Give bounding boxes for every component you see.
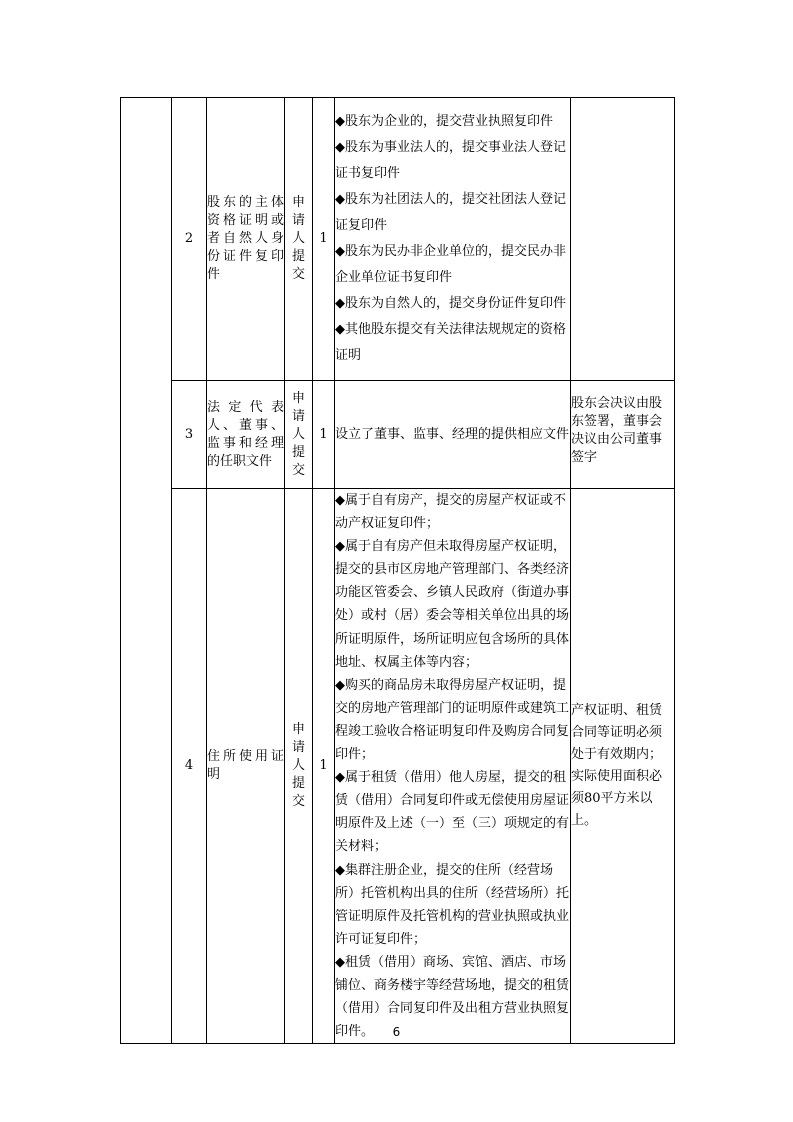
submitter: 申 请 人 提 交 xyxy=(285,489,313,1044)
requirement-item: ◆股东为事业法人的，提交事业法人登记证书复印件 xyxy=(335,140,566,181)
requirement-item: ◆股东为企业的，提交营业执照复印件 xyxy=(335,114,553,129)
requirement-item: ◆租赁（借用）商场、宾馆、酒店、市场铺位、商务楼宇等经营场地，提交的租赁（借用）合同复印件及出租方营业执照复印件。 xyxy=(335,954,570,1040)
note: 产权证明、租赁合同等证明必须处于有效期内；实际使用面积必须80平方米以上。 xyxy=(571,489,675,1044)
category-cell xyxy=(121,98,172,1044)
note xyxy=(571,98,675,381)
requirements xyxy=(335,489,571,1044)
copy-count: 1 xyxy=(313,98,335,381)
requirement-item: ◆股东为自然人的，提交身份证件复印件 xyxy=(335,296,566,311)
requirements xyxy=(335,98,571,381)
materials-table xyxy=(120,97,675,1044)
requirement-item: ◆属于自有房产，提交的房屋产权证或不动产权证复印件； xyxy=(335,493,566,532)
material-name: 法定代表人、董事、监事和经理的任职文件 xyxy=(207,381,285,489)
submitter: 申 请 人 提 交 xyxy=(285,381,313,489)
table-row xyxy=(121,98,675,381)
requirement-item: ◆属于自有房产但未取得房屋产权证明，提交的县市区房地产管理部门、各类经济功能区管委会、乡镇人民政府（街道办事处）或村（居）委会等相关单位出具的场所证明原件，场所证明应包含场所的具体地址、权属主体等内容； xyxy=(335,539,570,670)
requirement-item: ◆属于租赁（借用）他人房屋，提交的租赁（借用）合同复印件或无偿使用房屋证明原件及上述（一）至（三）项规定的有关材料； xyxy=(335,770,570,855)
requirement-item: ◆其他股东提交有关法律法规规定的资格证明 xyxy=(335,322,566,363)
table-row xyxy=(121,381,675,489)
material-name: 住所使用证明 xyxy=(207,489,285,1044)
note: 股东会决议由股东签署，董事会决议由公司董事签字 xyxy=(571,381,675,489)
requirement-item: 设立了董事、监事、经理的提供相应文件 xyxy=(335,426,570,442)
requirements xyxy=(335,381,571,489)
row-number: 2 xyxy=(172,98,207,381)
requirement-item: ◆股东为民办非企业单位的，提交民办非企业单位证书复印件 xyxy=(335,244,566,285)
requirement-item: ◆股东为社团法人的，提交社团法人登记证复印件 xyxy=(335,192,566,233)
submitter: 申 请 人 提 交 xyxy=(285,98,313,381)
material-name: 股东的主体资格证明或者自然人身份证件复印件 xyxy=(207,98,285,381)
requirement-item: ◆购买的商品房未取得房屋产权证明，提交的房地产管理部门的证明原件或建筑工程竣工验收合格证明复印件及购房合同复印件； xyxy=(335,677,570,763)
row-number: 4 xyxy=(172,489,207,1044)
row-number: 3 xyxy=(172,381,207,489)
table-row xyxy=(121,489,675,1044)
requirement-item: ◆集群注册企业，提交的住所（经营场所）托管机构出具的住所（经营场所）托管证明原件及托管机构的营业执照或执业许可证复印件； xyxy=(335,862,570,947)
copy-count: 1 xyxy=(313,381,335,489)
copy-count: 1 xyxy=(313,489,335,1044)
page-number: 6 xyxy=(392,1025,401,1039)
